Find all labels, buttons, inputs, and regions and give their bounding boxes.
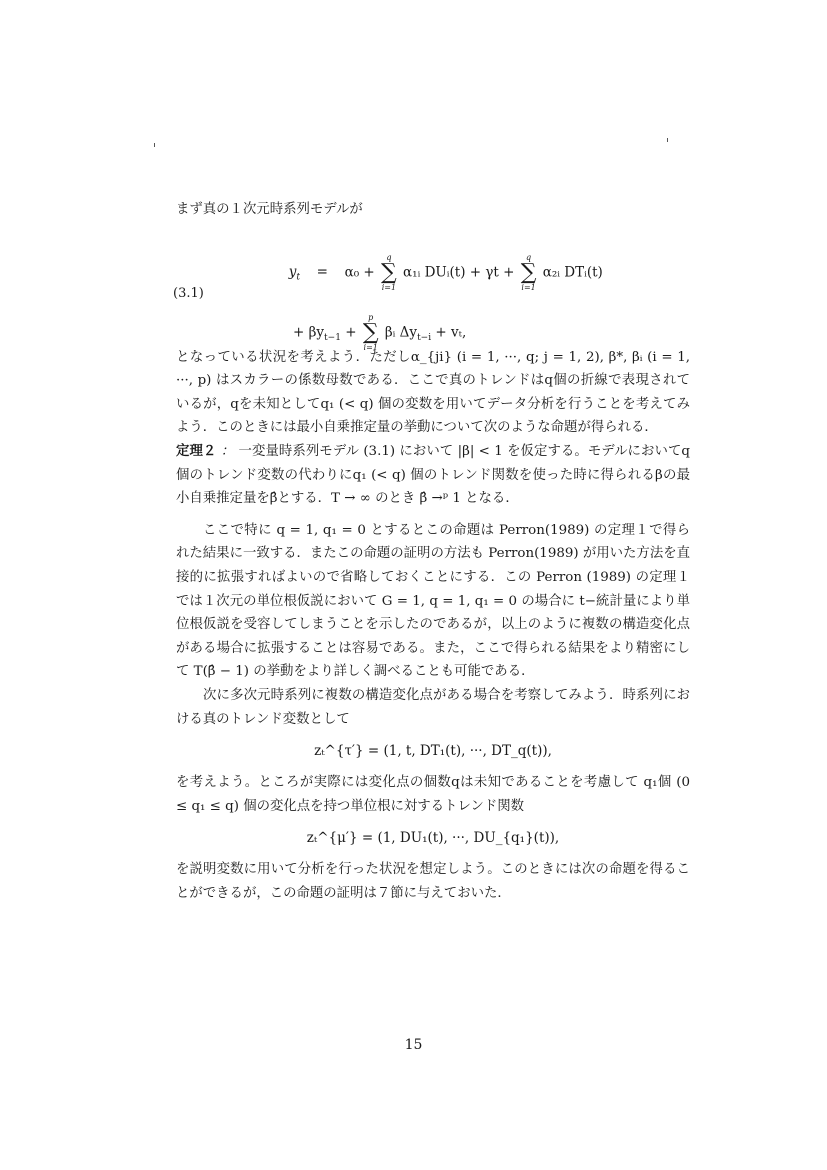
equation-lhs: y — [288, 264, 297, 281]
page-number: 15 — [404, 1037, 423, 1053]
sum-3-lower: i=1 — [363, 342, 378, 352]
row2-term-3: βᵢ Δy — [384, 324, 418, 341]
row2-term-4: + vₜ, — [435, 324, 467, 341]
theorem-2 — [176, 440, 690, 511]
theorem-body: 一変量時系列モデル (3.1) において |β| < 1 を仮定する。モデルにおいてq個のトレンド変数の代わりにq₁ (< q) 個のトレンド関数を使った時に得られるβの最小自乗推定量をβ̂とする．T → ∞ のとき β̂ →ᵖ 1 となる． — [176, 443, 690, 507]
row1-term-2: α₁ᵢ DUᵢ(t) + γt + — [403, 264, 515, 281]
display-equation-1: zₜ^{τ′} = (1, t, DT₁(t), ···, DT_q(t)), — [314, 743, 552, 760]
theorem-colon: ： — [220, 443, 235, 459]
sum-2: q ∑ i=1 — [520, 252, 537, 292]
equation-row-2: + $\beta y_{t-1}$ + p ∑ i=1 βᵢ $\Delta y_{t-i} + v_t$, — [293, 312, 467, 352]
row2-term-2: + — [345, 324, 357, 341]
sum-3: p ∑ i=1 — [362, 312, 379, 352]
equation-label: (3.1) — [173, 285, 204, 301]
paragraph-trend-function: を考えよう。ところが実際には変化点の個数qは未知であることを考慮して q₁個 (0 ≤ q₁ ≤ q) 個の変化点を持つ単位根に対するトレンド関数 — [176, 775, 690, 814]
page-content — [173, 198, 690, 905]
intro-line: まず真の１次元時系列モデルが — [176, 202, 363, 217]
sum-1-lower: i=1 — [381, 282, 397, 292]
theorem-heading: 定理２ — [176, 442, 217, 459]
equation-3-1 — [173, 226, 690, 352]
paragraph-multivariate: 次に多次元時系列に複数の構造変化点がある場合を考察してみよう．時系列における真のトレンド変数として — [176, 687, 690, 727]
paragraph-proposition: を説明変数に用いて分析を行った状況を想定しよう。このときには次の命題を得ることができるが，この命題の証明は７節に与えておいた． — [176, 862, 690, 901]
display-equation-2: zₜ^{μ′} = (1, DU₁(t), ···, DU_{q₁}(t)), — [306, 830, 560, 847]
row2-term-1: + βy — [293, 324, 325, 341]
sum-1: q ∑ i=1 — [381, 252, 397, 292]
equation-row-1: $y_t = \alpha_0$ + q ∑ i=1 α₁ᵢ DUᵢ(t) + γt + q ∑ i=1 α₂ᵢ DTᵢ(t) — [288, 252, 603, 292]
sum-3-upper: p — [368, 312, 374, 322]
row1-term-3: α₂ᵢ DTᵢ(t) — [542, 264, 603, 281]
equals-sign: = — [316, 264, 328, 281]
paragraph-after-equation: となっている状況を考えよう．ただしα_{ji} (i = 1, ···, q; j = 1, 2), β*, βᵢ (i = 1, ···, p) はスカラーの係数母数である．ここで真のトレンドはq個の折線で表現されているが，qを未知としてq₁ (< q) 個の変数を用いてデータ分析を行うことを考えてみよう．このときには最小自乗推定量の挙動について次のような命題が得られる． — [176, 349, 690, 436]
row1-term-1: α₀ + — [344, 264, 375, 281]
sum-2-upper: q — [526, 252, 532, 262]
corner-mark-left — [154, 143, 155, 147]
paragraph-perron: ここで特に q = 1, q₁ = 0 とするとこの命題は Perron(1989) の定理１で得られた結果に一致する．またこの命題の証明の方法も Perron(1989) が用いた方法を直接的に拡張すればよいので省略しておくことにする．この Perron (1989) の定理１では１次元の単位根仮説において G = 1, q = 1, q₁ = 0 の場合に t−統計量により単位根仮説を受容してしまうことを示したのであるが，以上のように複数の構造変化点がある場合に拡張することは容易である。また，ここで得られる結果をより精密にして T(β̂ − 1) の挙動をより詳しく調べることも可能である． — [176, 522, 690, 680]
sum-2-lower: i=1 — [521, 282, 536, 292]
corner-mark-right — [667, 138, 668, 142]
sum-1-upper: q — [386, 252, 392, 262]
